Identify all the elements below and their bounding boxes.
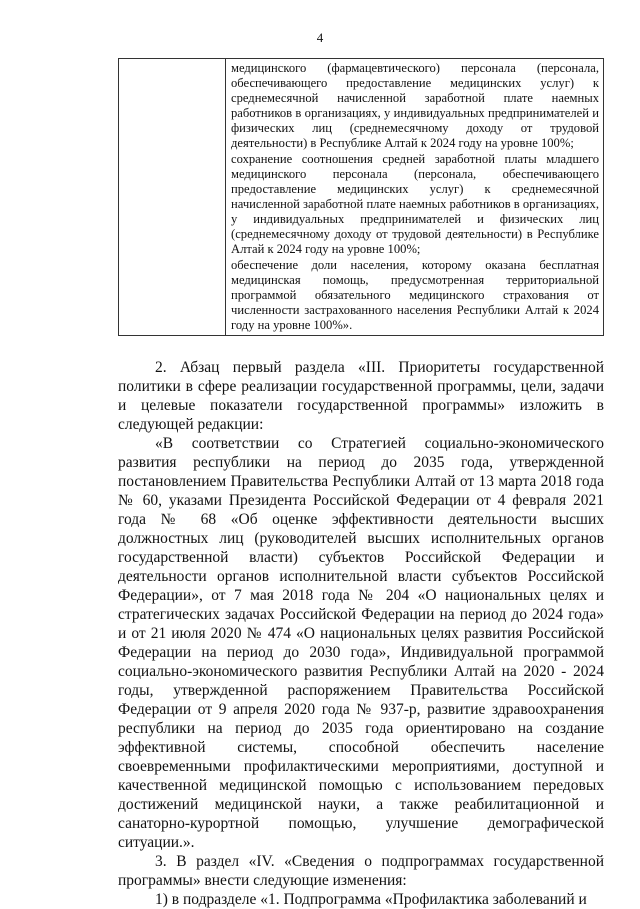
goals-table bbox=[118, 58, 604, 336]
table-text-cell bbox=[226, 59, 604, 336]
table-item: сохранение соотношения средней заработной платы младшего медицинского персонала (персонала, обеспечивающего предоставление медицинских услуг) к среднемесячной начисленной заработной плате наемных работников в организациях, у индивидуальных предпринимателей и физических лиц (среднемесячному доходу от трудовой деятельности) в Республике Алтай к 2024 году на уровне 100%; bbox=[231, 152, 599, 256]
table-item: медицинского (фармацевтического) персонала (персонала, обеспечивающего предоставление медицинских услуг) к среднемесячной начисленной заработной плате наемных работников в организациях, у индивидуальных предпринимателей и физических лиц (среднемесячному доходу от трудовой деятельности) в Республике Алтай к 2024 году на уровне 100%; bbox=[231, 61, 599, 150]
document-body bbox=[118, 358, 604, 909]
paragraph-strategy-quote: «В соответствии со Стратегией социально-экономического развития республики на период до 2035 года, утвержденной постановлением Правительства Республики Алтай от 13 марта 2018 года № 60, указами Президента Российской Федерации от 4 февраля 2021 года № 68 «Об оценке эффективности деятельности высших должностных лиц (руководителей высших исполнительных органов государственной власти) субъектов Российской Федерации и деятельности органов исполнительной власти субъектов Российской Федерации», от 7 мая 2018 года № 204 «О национальных целях и стратегических задачах Российской Федерации на период до 2024 года» и от 21 июля 2020 № 474 «О национальных целях развития Российской Федерации на период до 2030 года», Индивидуальной программой социально-экономического развития Республики Алтай на 2020 - 2024 годы, утвержденной распоряжением Правительства Российской Федерации от 9 апреля 2020 года № 937-р, развитие здравоохранения республики на период до 2035 года ориентировано на создание эффективной системы, способной обеспечить население своевременными профилактическими мероприятиями, доступной и качественной медицинской помощью с использованием передовых достижений медицинской науки, а также реабилитационной и санаторно-курортной помощью, улучшение демографической ситуации.». bbox=[118, 435, 604, 851]
table-empty-cell bbox=[119, 59, 226, 336]
page-number: 4 bbox=[316, 30, 324, 45]
paragraph-subsection-1: 1) в подразделе «1. Подпрограмма «Профилактика заболеваний и bbox=[155, 891, 587, 908]
paragraph-section-4-changes: 3. В раздел «IV. «Сведения о подпрограммах государственной программы» внести следующие изменения: bbox=[118, 853, 604, 889]
paragraph-section-3-priorities: 2. Абзац первый раздела «III. Приоритеты государственной политики в сфере реализации государственной программы, цели, задачи и целевые показатели государственной программы» изложить в следующей редакции: bbox=[118, 359, 604, 433]
table-row bbox=[119, 59, 604, 336]
table-item: обеспечение доли населения, которому оказана бесплатная медицинская помощь, предусмотренная территориальной программой обязательного медицинского страхования от численности застрахованного населения Республики Алтай к 2024 году на уровне 100%». bbox=[231, 258, 599, 332]
